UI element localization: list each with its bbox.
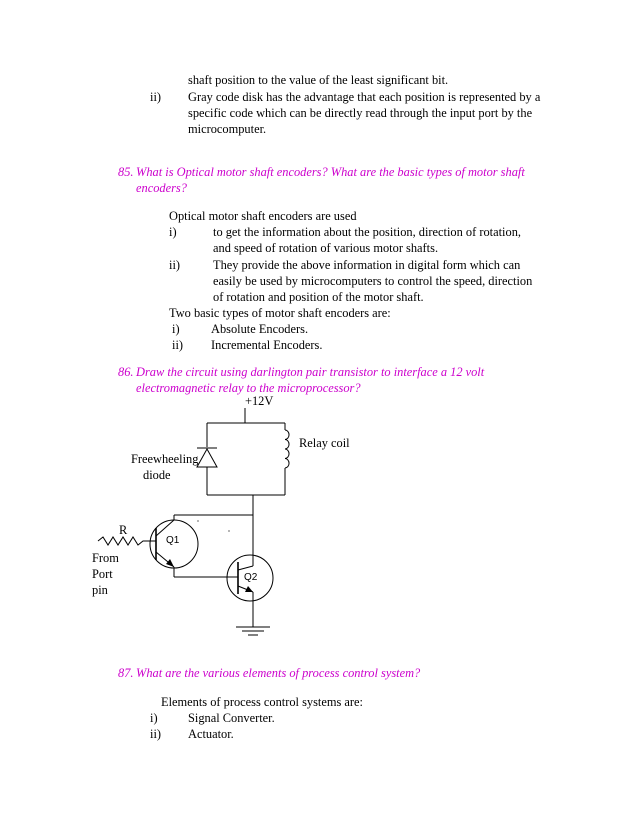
freewheeling-diode-symbol xyxy=(197,448,217,467)
answer-intro: Two basic types of motor shaft encoders are: xyxy=(169,306,391,320)
question-text: encoders? xyxy=(136,181,187,195)
stray-dot xyxy=(197,520,198,521)
port-pin-label: pin xyxy=(92,583,108,597)
list-item-text: of rotation and position of the motor shaft. xyxy=(213,290,424,304)
supply-label: +12V xyxy=(245,394,274,408)
question-text: Draw the circuit using darlington pair transistor to interface a 12 volt xyxy=(136,365,485,379)
stray-dot xyxy=(228,530,229,531)
list-item-text: Incremental Encoders. xyxy=(211,338,323,352)
diode-label: diode xyxy=(143,468,171,482)
question-number: 85. xyxy=(118,165,134,179)
list-item-text: Absolute Encoders. xyxy=(211,322,309,336)
question-text: What are the various elements of process control system? xyxy=(136,666,421,680)
list-number: i) xyxy=(169,225,177,239)
answer-intro: Optical motor shaft encoders are used xyxy=(169,209,357,223)
port-pin-label: Port xyxy=(92,567,113,581)
list-item-text: Gray code disk has the advantage that each position is represented by a xyxy=(188,90,541,104)
question-number: 86. xyxy=(118,365,134,379)
list-item-text: Signal Converter. xyxy=(188,711,275,725)
list-item-text: to get the information about the position, direction of rotation, xyxy=(213,225,521,239)
list-number: ii) xyxy=(172,338,184,352)
question-number: 87. xyxy=(118,666,134,680)
list-item-text: and speed of rotation of various motor shafts. xyxy=(213,241,439,255)
continuation-line: shaft position to the value of the least significant bit. xyxy=(188,73,449,87)
q1-emitter-arrow xyxy=(166,559,174,567)
list-item-text: specific code which can be directly read through the input port by the xyxy=(188,106,533,120)
q2-label: Q2 xyxy=(244,572,258,583)
list-item-text: They provide the above information in digital form which can xyxy=(213,258,521,272)
resistor-symbol xyxy=(98,537,156,545)
port-pin-label: From xyxy=(92,551,119,565)
list-number: ii) xyxy=(150,727,162,741)
list-item-text: microcomputer. xyxy=(188,122,267,136)
ground-symbol xyxy=(236,627,270,635)
relay-coil-symbol xyxy=(285,430,289,468)
list-number: ii) xyxy=(169,258,181,272)
list-item-text: Actuator. xyxy=(188,727,234,741)
list-number: i) xyxy=(150,711,158,725)
list-item-text: easily be used by microcomputers to control the speed, direction xyxy=(213,274,533,288)
list-number: ii) xyxy=(150,90,162,104)
question-text: What is Optical motor shaft encoders? What are the basic types of motor shaft xyxy=(136,165,525,179)
diode-label: Freewheeling xyxy=(131,452,199,466)
list-number: i) xyxy=(172,322,180,336)
answer-intro: Elements of process control systems are: xyxy=(161,695,363,709)
relay-coil-label: Relay coil xyxy=(299,436,350,450)
resistor-label: R xyxy=(119,523,128,537)
q1-label: Q1 xyxy=(166,535,180,546)
question-text: electromagnetic relay to the microprocessor? xyxy=(136,381,361,395)
